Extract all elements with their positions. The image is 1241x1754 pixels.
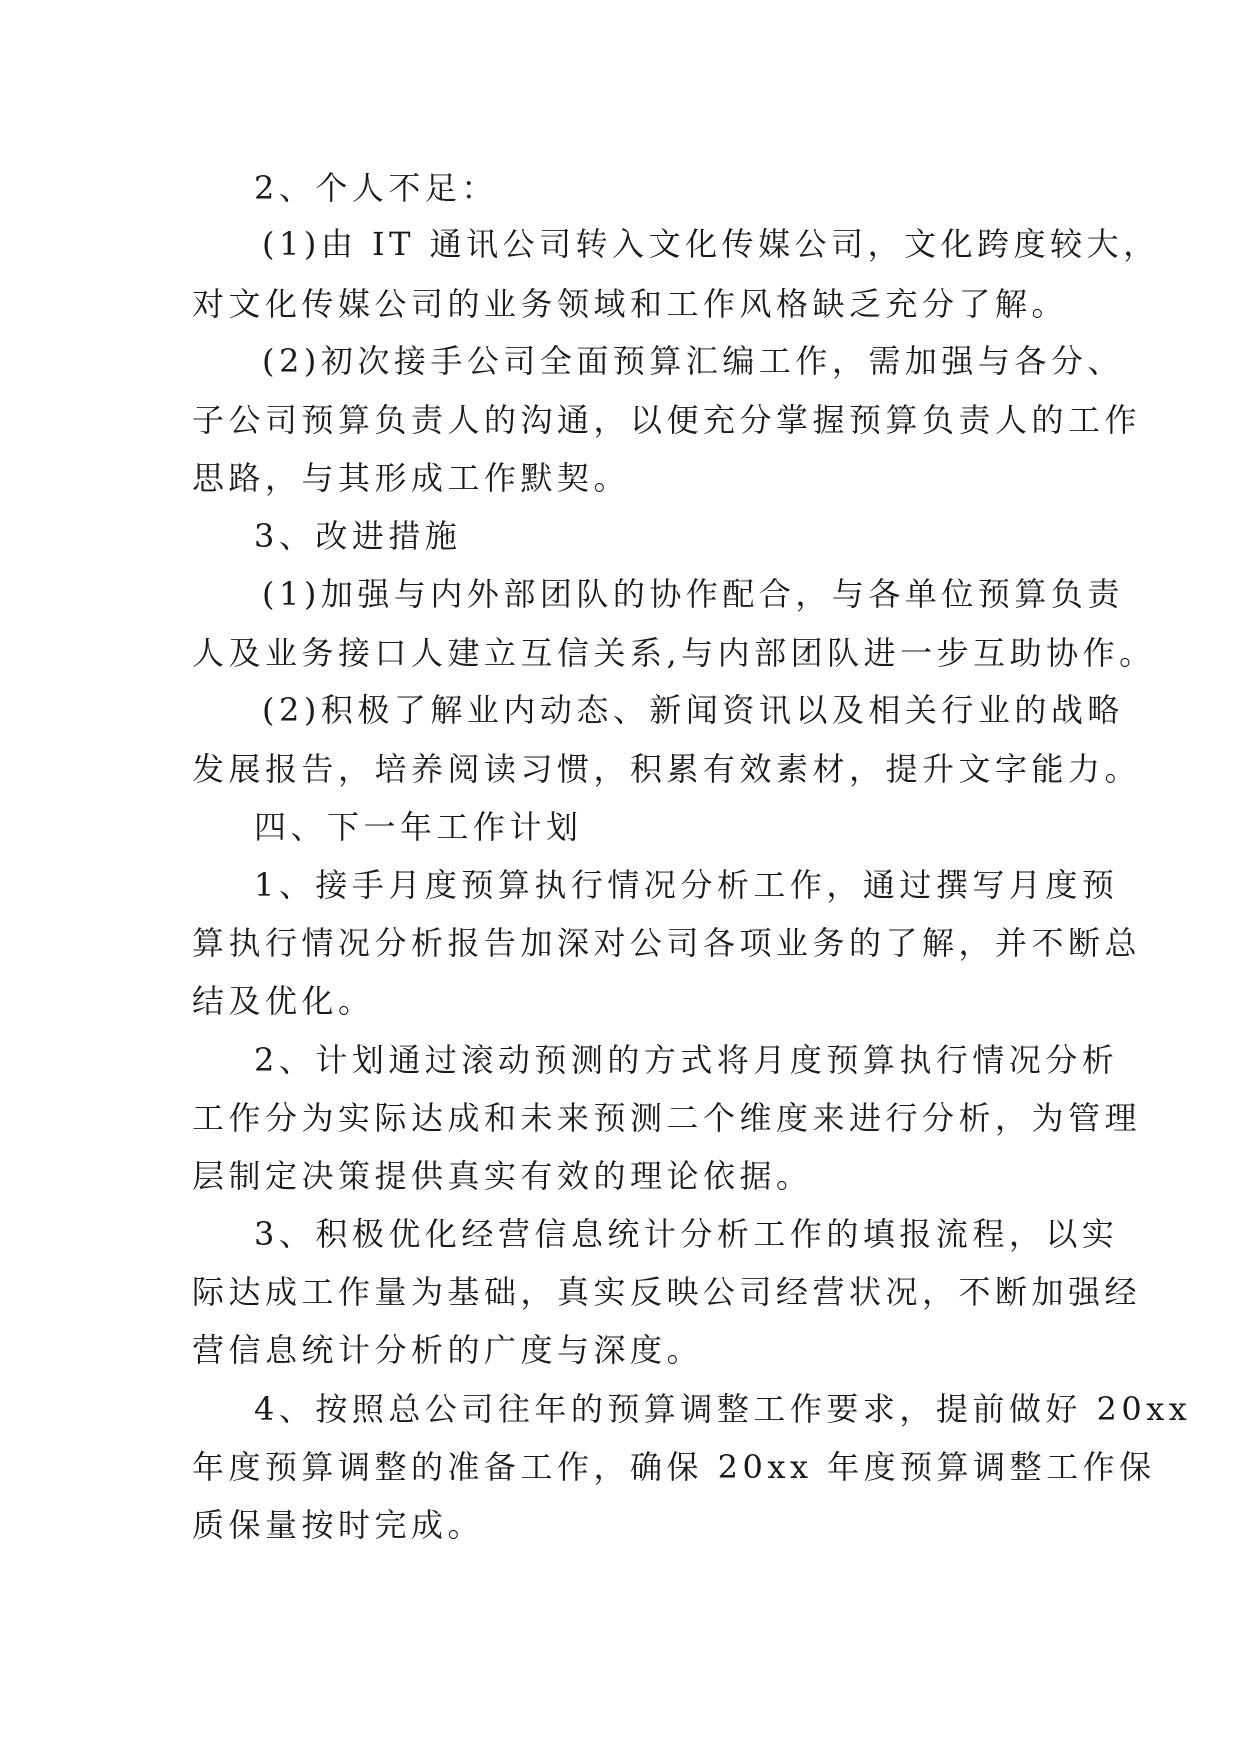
heading-next-year-plan: 四、下一年工作计划 — [254, 808, 583, 846]
paragraph-line: 际达成工作量为基础，真实反映公司经营状况，不断加强经 — [192, 1273, 1142, 1311]
paragraph-line: 4、按照总公司往年的预算调整工作要求，提前做好 20xx — [254, 1390, 1192, 1428]
paragraph-line: 思路，与其形成工作默契。 — [192, 459, 631, 497]
paragraph-line: 质保量按时完成。 — [192, 1506, 485, 1544]
heading-personal-shortcomings: 2、个人不足： — [254, 169, 498, 207]
paragraph-line: 3、积极优化经营信息统计分析工作的填报流程，以实 — [254, 1215, 1119, 1253]
paragraph-line: 算执行情况分析报告加深对公司各项业务的了解，并不断总 — [192, 924, 1142, 962]
paragraph-line: (1)加强与内外部团队的协作配合，与各单位预算负责 — [262, 575, 1124, 613]
paragraph-line: (2)积极了解业内动态、新闻资讯以及相关行业的战略 — [262, 691, 1124, 729]
paragraph-line: 对文化传媒公司的业务领域和工作风格缺乏充分了解。 — [192, 285, 1069, 323]
paragraph-line: 人及业务接口人建立互信关系,与内部团队进一步互助协作。 — [192, 634, 1156, 672]
paragraph-line: 1、接手月度预算执行情况分析工作，通过撰写月度预 — [254, 866, 1119, 904]
paragraph-line: 营信息统计分析的广度与深度。 — [192, 1331, 704, 1369]
paragraph-line: 年度预算调整的准备工作，确保 20xx 年度预算调整工作保 — [192, 1448, 1156, 1486]
paragraph-line: 发展报告，培养阅读习惯，积累有效素材，提升文字能力。 — [192, 750, 1142, 788]
paragraph-line: 工作分为实际达成和未来预测二个维度来进行分析，为管理 — [192, 1099, 1142, 1137]
heading-improvement-measures: 3、改进措施 — [254, 517, 462, 555]
paragraph-line: 子公司预算负责人的沟通，以便充分掌握预算负责人的工作 — [192, 401, 1142, 439]
paragraph-line: 2、计划通过滚动预测的方式将月度预算执行情况分析 — [254, 1041, 1119, 1079]
paragraph-line: (1)由 IT 通讯公司转入文化传媒公司，文化跨度较大， — [262, 225, 1160, 263]
paragraph-line: 结及优化。 — [192, 982, 375, 1020]
paragraph-line: 层制定决策提供真实有效的理论依据。 — [192, 1157, 813, 1195]
paragraph-line: (2)初次接手公司全面预算汇编工作，需加强与各分、 — [262, 342, 1124, 380]
